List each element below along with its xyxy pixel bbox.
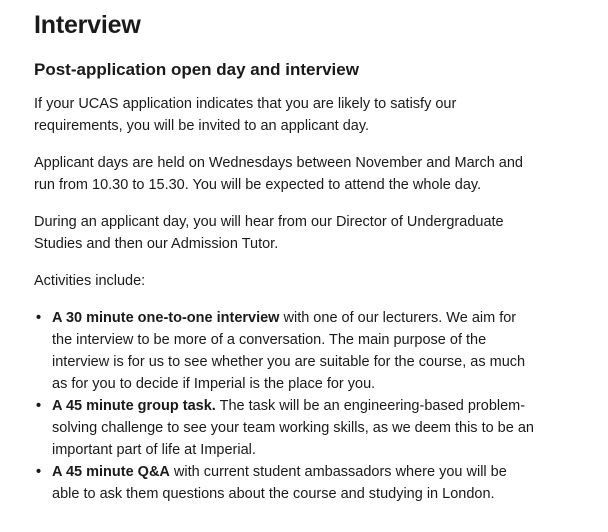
activity-title: A 45 minute Q&A (52, 464, 170, 480)
list-item (36, 461, 534, 505)
activity-description: with one of our lecturers. We aim for the interview to be more of a conversation. The main purpose of the interview is for us to see whether you are suitable for the course, as much as for you to decide if Imperial is the place for you. (52, 310, 526, 392)
list-item (36, 395, 534, 461)
bullet-icon: • (36, 464, 42, 480)
activity-title: A 45 minute group task. (52, 398, 216, 414)
page-title: Interview (34, 11, 141, 39)
activity-description: The task will be an engineering-based problem-solving challenge to see your team working skills, as we deem this to be an important part of life at Imperial. (52, 398, 534, 458)
activity-description: with current student ambassadors where you will be able to ask them questions about the course and studying in London. (52, 464, 507, 502)
activities-intro: Activities include: (34, 273, 146, 289)
activities-list (34, 307, 534, 505)
list-item (36, 307, 534, 395)
bullet-icon: • (36, 398, 42, 414)
section-heading: Post-application open day and interview (34, 60, 359, 79)
speakers-paragraph: During an applicant day, you will hear from our Director of Undergraduate Studies and then our Admission Tutor. (34, 214, 504, 252)
activity-title: A 30 minute one-to-one interview (52, 310, 280, 326)
content (34, 8, 534, 505)
bullet-icon: • (36, 310, 42, 326)
intro-paragraph: If your UCAS application indicates that you are likely to satisfy our requirements, you will be invited to an applicant day. (34, 96, 457, 134)
schedule-paragraph: Applicant days are held on Wednesdays between November and March and run from 10.30 to 15.30. You will be expected to attend the whole day. (34, 155, 523, 193)
